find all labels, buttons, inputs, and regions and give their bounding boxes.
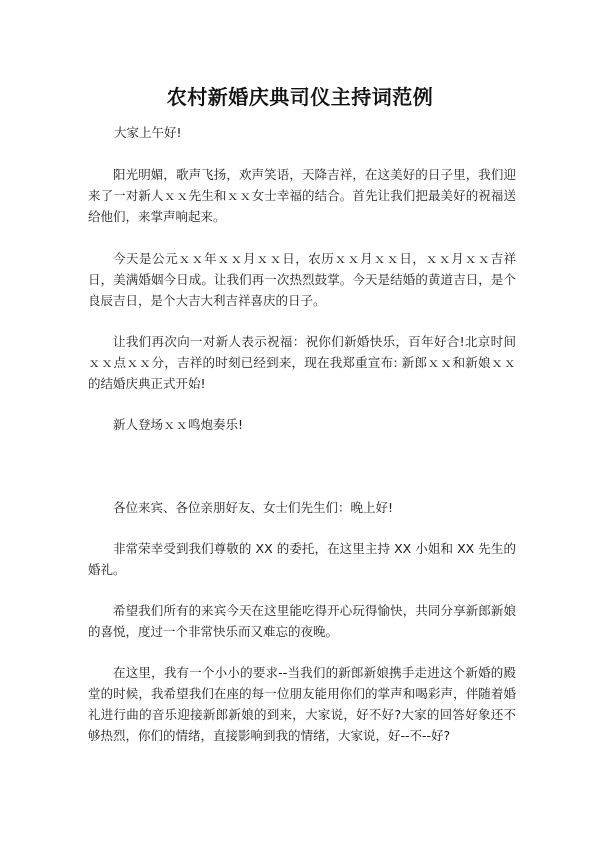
paragraph-2: 今天是公元ｘｘ年ｘｘ月ｘｘ日，农历ｘｘ月ｘｘ日，ｘｘ月ｘｘ吉祥日，美满婚姻今日成。让我们再一次热烈鼓掌。今天是结婚的黄道吉日，是个良辰吉日，是个大吉大利吉祥喜庆的日子。 <box>88 251 516 308</box>
paragraph-8: 在这里，我有一个小小的要求--当我们的新郎新娘携手走进这个新婚的殿堂的时候，我希望我们在座的每一位朋友能用你们的掌声和喝彩声，伴随着婚礼进行曲的音乐迎接新郎新娘的到来，大家说，好不好?大家的回答好象还不够热烈，你们的情绪，直接影响到我的情绪，大家说，好--不--好? <box>88 665 516 743</box>
paragraph-4: 新人登场ｘｘ鸣炮奏乐! <box>113 417 244 432</box>
paragraph-5: 各位来宾、各位亲朋好友、女士们先生们：晚上好! <box>113 500 394 515</box>
paragraph-1: 阳光明媚，歌声飞扬，欢声笑语，天降吉祥，在这美好的日子里，我们迎来了一对新人ｘｘ先生和ｘｘ女士幸福的结合。首先让我们把最美好的祝福送给他们，来掌声响起来。 <box>88 167 516 224</box>
paragraph-6: 非常荣幸受到我们尊敬的 XX 的委托，在这里主持 XX 小姐和 XX 先生的婚礼。 <box>88 541 516 577</box>
paragraph-3: 让我们再次向一对新人表示祝福：祝你们新婚快乐，百年好合!北京时间ｘｘ点ｘｘ分，吉祥的时刻已经到来，现在我郑重宣布: 新郎ｘｘ和新娘ｘｘ的结婚庆典正式开始! <box>88 334 516 391</box>
document-title: 农村新婚庆典司仪主持词范例 <box>166 85 434 109</box>
greeting-line: 大家上午好! <box>114 125 182 140</box>
paragraph-7: 希望我们所有的来宾今天在这里能吃得开心玩得愉快，共同分享新郎新娘的喜悦，度过一个非常快乐而又难忘的夜晚。 <box>88 603 516 639</box>
